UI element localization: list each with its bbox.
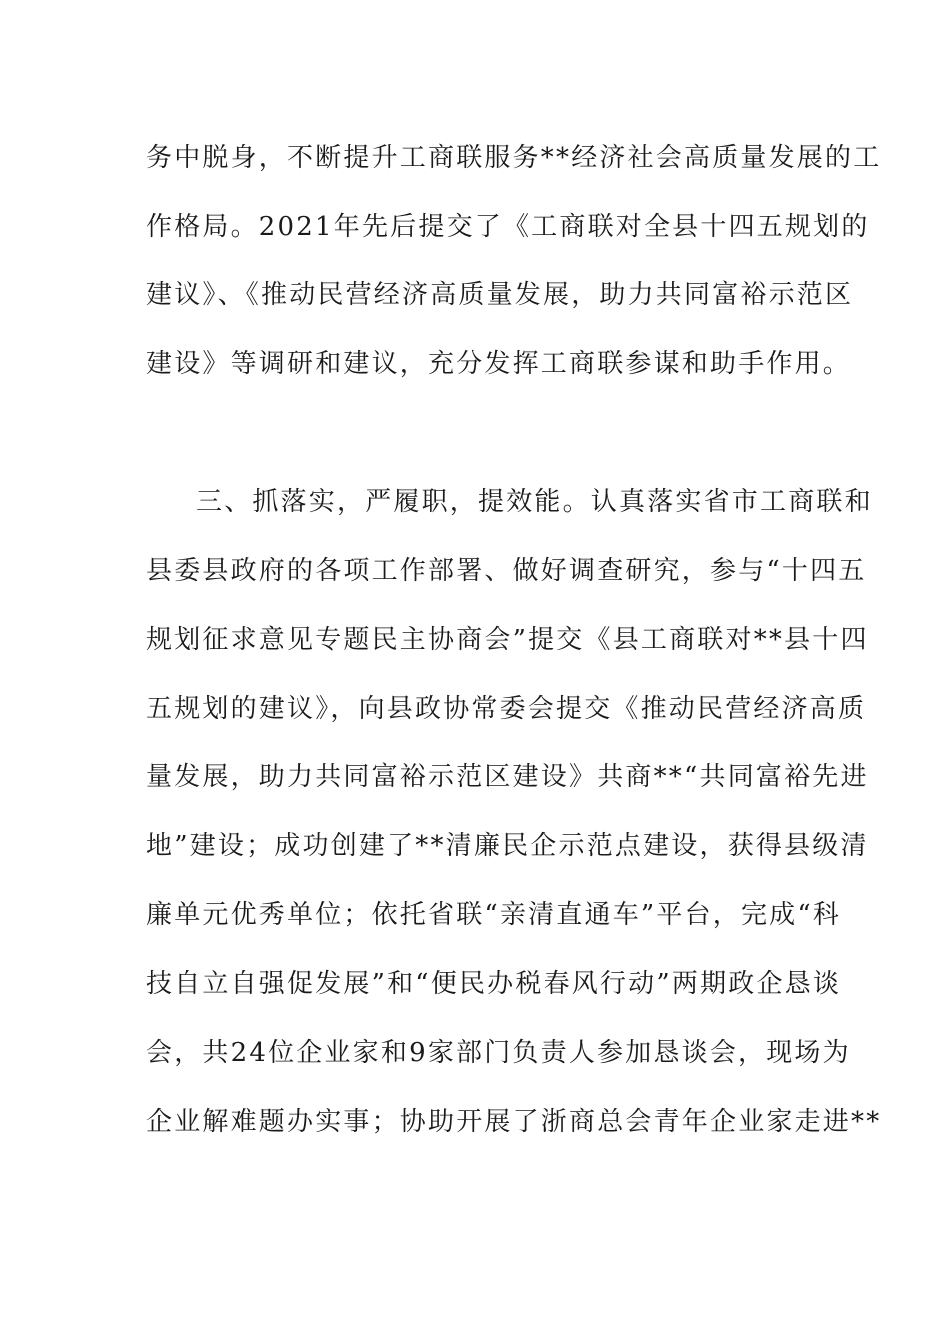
paragraph-2-line-2: 县委县政府的各项工作部署、做好调查研究，参与“十四五 — [146, 556, 867, 586]
paragraph-1-line-3: 建议》、《推动民营经济高质量发展，助力共同富裕示范区 — [146, 280, 854, 310]
paragraph-1-line-2: 作格局。2021年先后提交了《工商联对全县十四五规划的 — [146, 212, 870, 242]
paragraph-2-line-8: 技自立自强促发展”和“便民办税春风行动”两期政企恳谈 — [146, 969, 842, 999]
paragraph-2-line-10: 企业解难题办实事；协助开展了浙商总会青年企业家走进** — [146, 1107, 882, 1137]
paragraph-1-line-1: 务中脱身，不断提升工商联服务**经济社会高质量发展的工 — [146, 143, 882, 173]
paragraph-2-line-5: 量发展，助力共同富裕示范区建设》共商**“共同富裕先进 — [146, 762, 869, 792]
paragraph-2-line-7: 廉单元优秀单位；依托省联“亲清直通车”平台，完成“科 — [146, 900, 842, 930]
paragraph-2-line-9: 会，共24位企业家和9家部门负责人参加恳谈会，现场为 — [146, 1038, 851, 1068]
paragraph-2-line-1: 三、抓落实，严履职，提效能。认真落实省市工商联和 — [196, 487, 873, 517]
paragraph-1-line-4: 建设》等调研和建议，充分发挥工商联参谋和助手作用。 — [146, 349, 852, 379]
paragraph-2-line-4: 五规划的建议》，向县政协常委会提交《推动民营经济高质 — [146, 694, 867, 724]
paragraph-2-line-3: 规划征求意见专题民主协商会”提交《县工商联对**县十四 — [146, 625, 869, 655]
paragraph-2-line-6: 地”建设；成功创建了**清廉民企示范点建设，获得县级清 — [146, 831, 869, 861]
